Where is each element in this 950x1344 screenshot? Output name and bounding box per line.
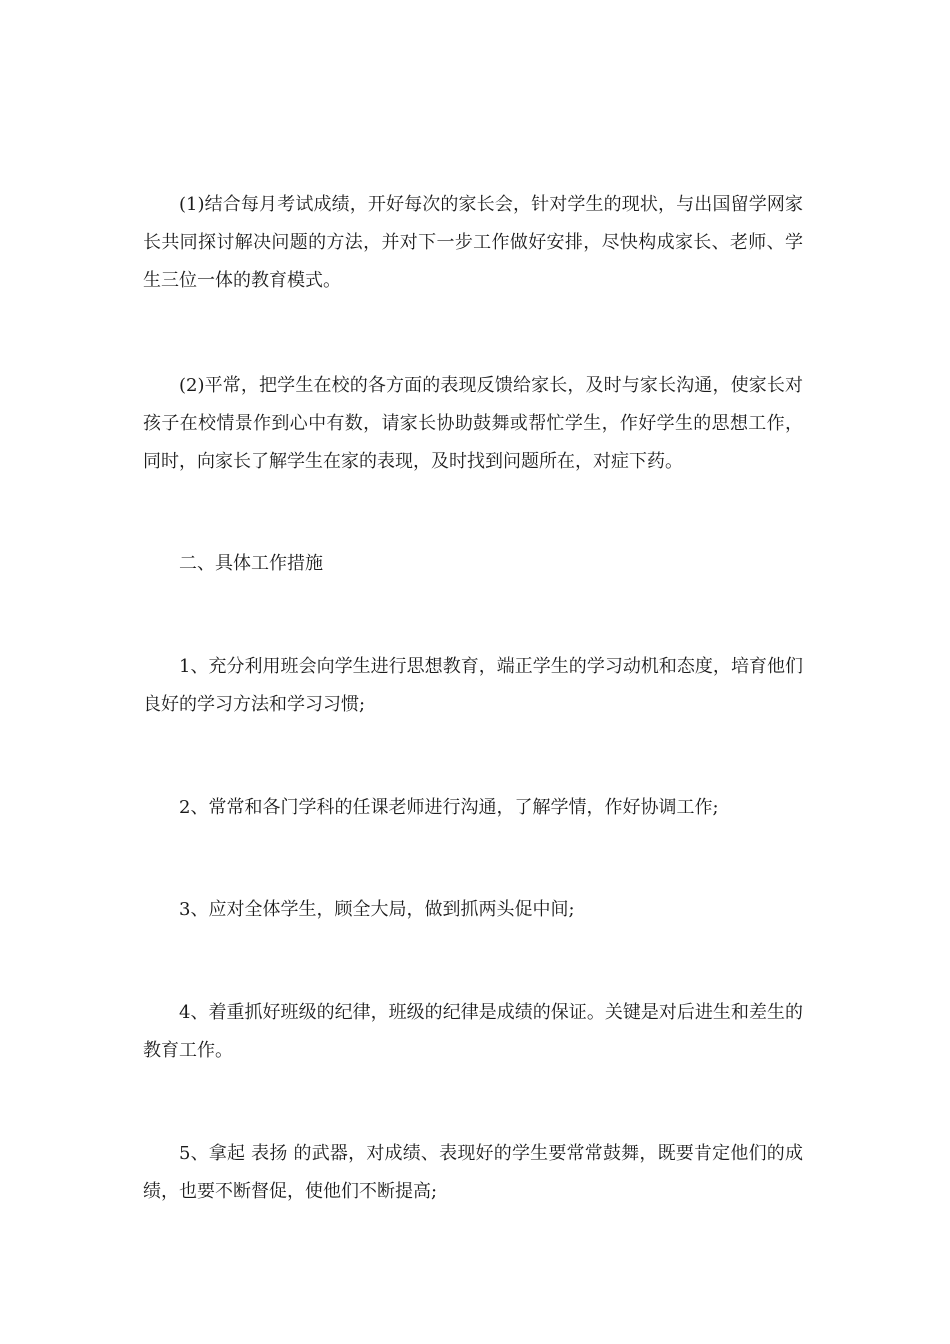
list-item-discipline: 4、着重抓好班级的纪律，班级的纪律是成绩的保证。关键是对后进生和差生的教育工作。 bbox=[143, 1002, 803, 1061]
section-heading-measures: 二、具体工作措施 bbox=[179, 553, 323, 574]
list-item-teacher-communication: 2、常常和各门学科的任课老师进行沟通，了解学情，作好协调工作; bbox=[179, 797, 719, 818]
list-item-class-meeting: 1、充分利用班会向学生进行思想教育，端正学生的学习动机和态度，培育他们良好的学习方法和学习习惯; bbox=[143, 656, 803, 715]
paragraph-parent-communication: (2)平常，把学生在校的各方面的表现反馈给家长，及时与家长沟通，使家长对孩子在校情景作到心中有数，请家长协助鼓舞或帮忙学生，作好学生的思想工作，同时，向家长了解学生在家的表现，及时找到问题所在，对症下药。 bbox=[143, 375, 803, 472]
list-item-praise: 5、拿起 表扬 的武器，对成绩、表现好的学生要常常鼓舞，既要肯定他们的成绩，也要不断督促，使他们不断提高; bbox=[143, 1143, 803, 1202]
paragraph-parent-meeting: (1)结合每月考试成绩，开好每次的家长会，针对学生的现状，与出国留学网家长共同探讨解决问题的方法，并对下一步工作做好安排，尽快构成家长、老师、学生三位一体的教育模式。 bbox=[143, 194, 803, 291]
list-item-whole-class: 3、应对全体学生，顾全大局，做到抓两头促中间; bbox=[179, 899, 575, 920]
